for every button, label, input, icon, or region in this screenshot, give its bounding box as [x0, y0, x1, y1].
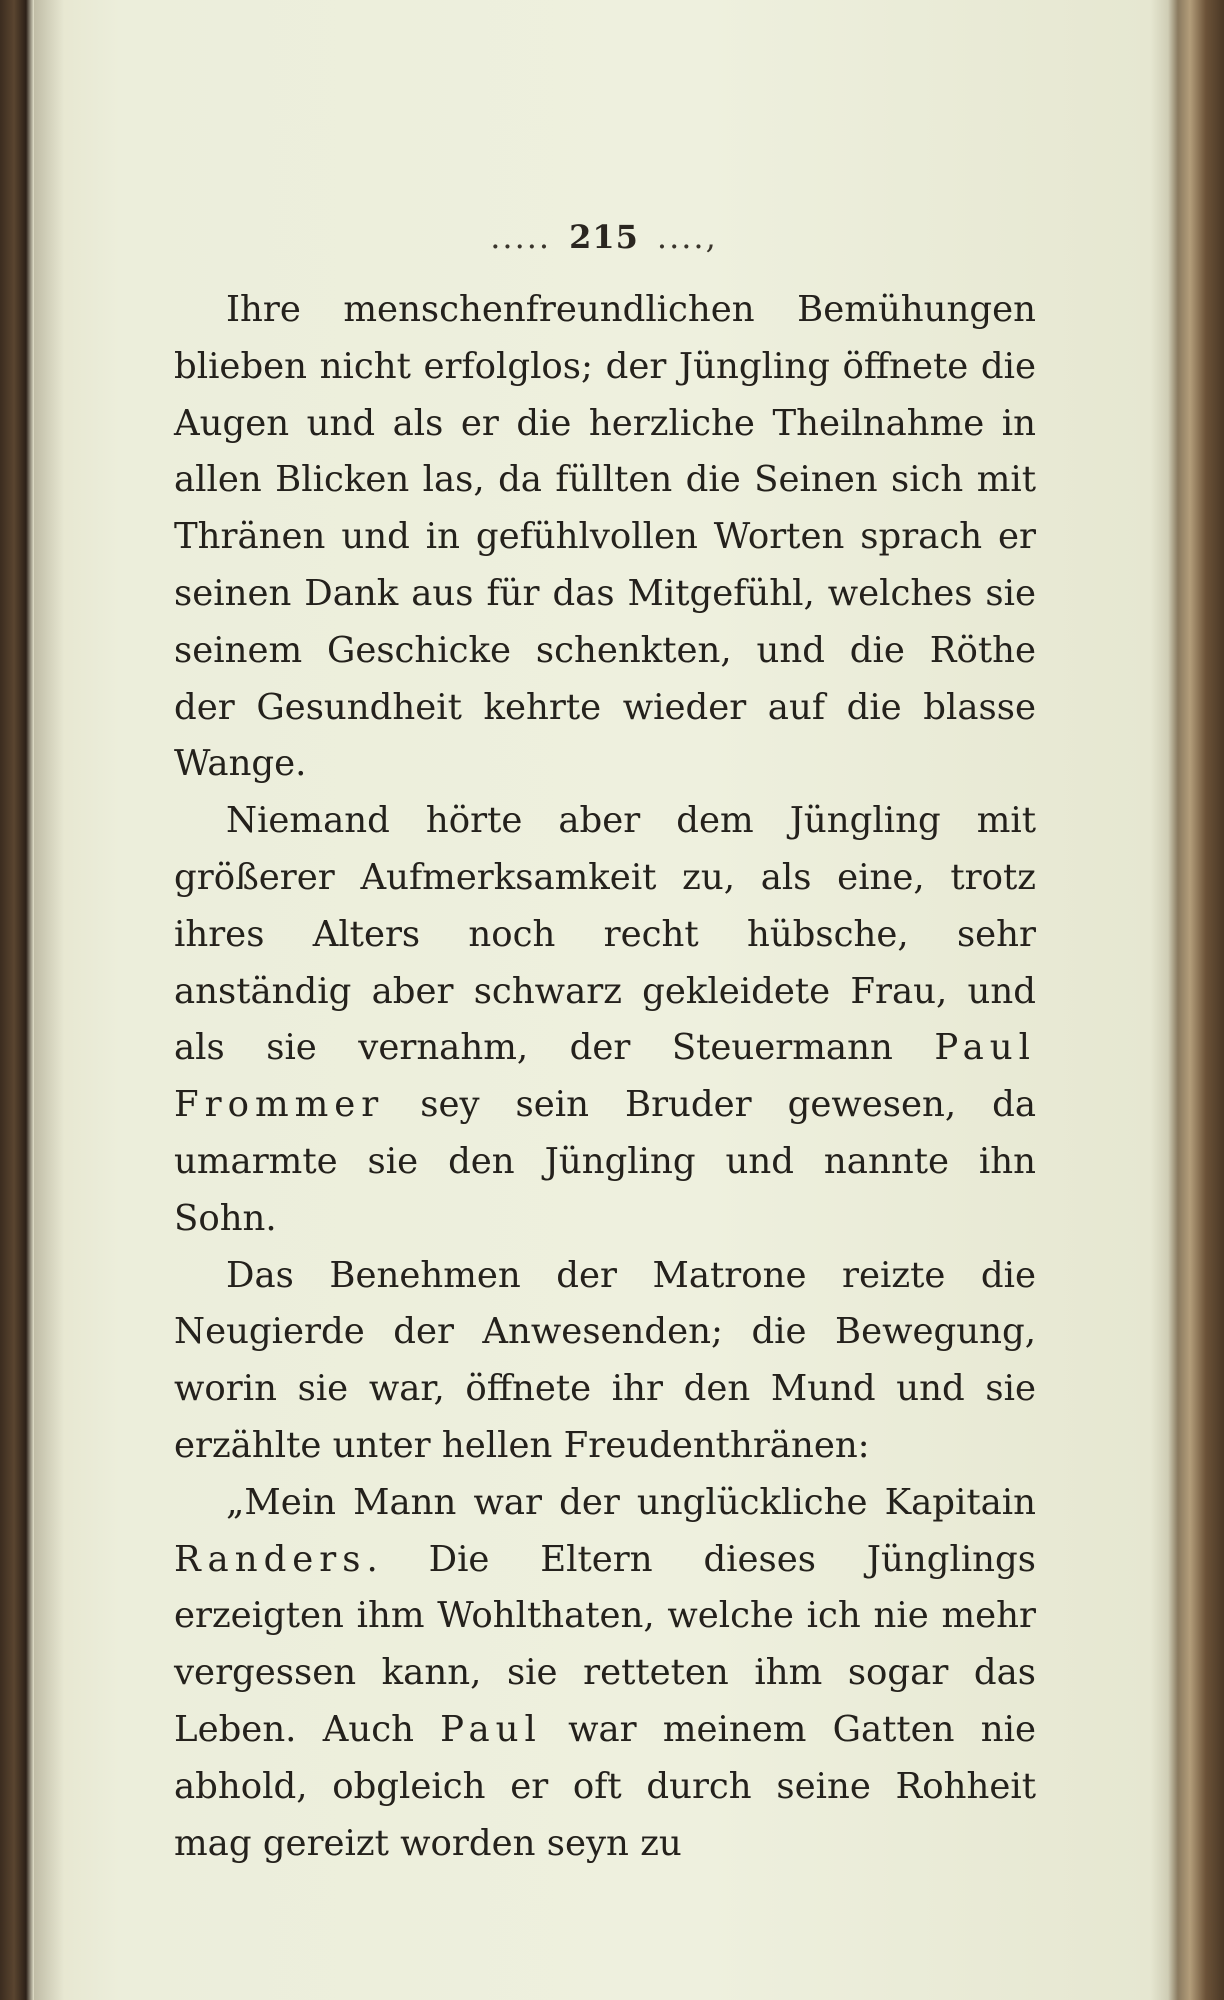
- name-paul: Paul: [440, 1708, 542, 1750]
- page-number: 215: [569, 218, 639, 256]
- paragraph-2-text-a: Niemand hörte aber dem Jüngling mit größerer Aufmerksamkeit zu, als eine, trotz ihres Alters noch recht hübsche, sehr anständig aber schwarz gekleidete Frau, und als sie vernahm, der Steuermann: [174, 800, 1036, 1069]
- paragraph-4-text-c: war meinem Gatten nie abhold, obgleich er oft durch seine Rohheit mag gereizt worden seyn zu: [174, 1708, 1037, 1864]
- book-page: [34, 0, 1174, 2000]
- paragraph-4-text-a: „Mein Mann war der unglückliche Kapitain: [226, 1481, 1036, 1523]
- header-ornament-left: .....: [490, 218, 552, 256]
- paragraph-3: Das Benehmen der Matrone reizte die Neugierde der Anwesenden; die Bewegung, worin sie war, öffnete ihr den Mund und sie erzählte unter hellen Freudenthränen:: [174, 1254, 1036, 1466]
- name-randers: Randers: [174, 1538, 367, 1580]
- header-ornament-right: ....,: [656, 218, 718, 256]
- page-body: [174, 282, 1036, 1872]
- page-header: [34, 218, 1174, 256]
- paragraph-2-text-b: sey sein Bruder gewesen, da umarmte sie den Jüngling und nannte ihn Sohn.: [174, 1084, 1036, 1239]
- paragraph-4-text-b: . Die Eltern dieses Jünglings erzeigten ihm Wohlthaten, welche ich nie mehr vergessen kann, sie retteten ihm sogar das Leben. Auch: [174, 1538, 1036, 1750]
- paragraph-4: [174, 1475, 1036, 1873]
- name-paul-frommer: Paul Frommer: [174, 1027, 1036, 1126]
- paragraph-2: [174, 793, 1036, 1247]
- paragraph-1: Ihre menschenfreundlichen Bemühungen blieben nicht erfolglos; der Jüngling öffnete die Augen und als er die herzliche Theilnahme in allen Blicken las, da füllten die Seinen sich mit Thränen und in gefühlvollen Worten sprach er seinen Dank aus für das Mitgefühl, welches sie seinem Geschicke schenkten, und die Röthe der Gesundheit kehrte wieder auf die blasse Wange.: [174, 289, 1036, 785]
- spine-shadow: [34, 0, 64, 2000]
